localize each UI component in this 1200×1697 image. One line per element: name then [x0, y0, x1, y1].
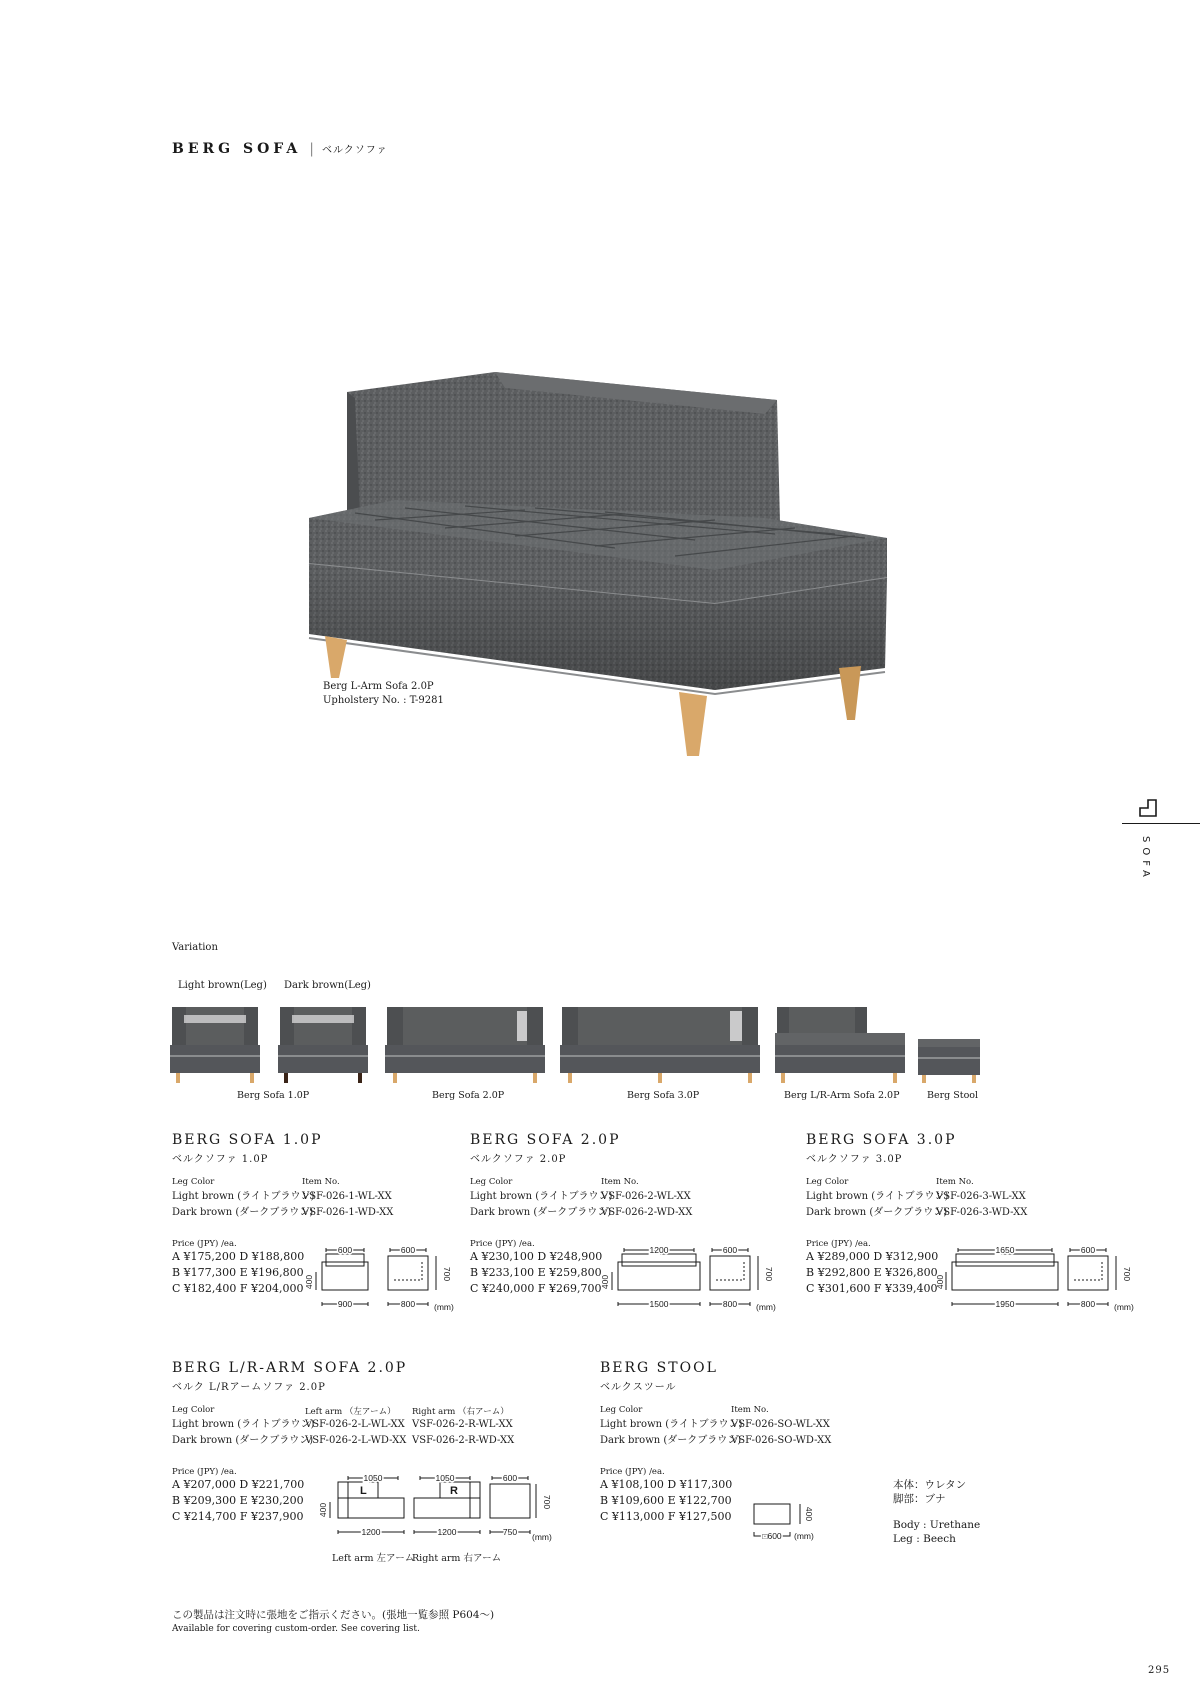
- title-en: BERG SOFA: [172, 141, 302, 157]
- footer-note-jp: この製品は注文時に張地をご指示ください。(張地一覧参照 P604〜): [172, 1609, 495, 1621]
- dim-front-bottom: 1500: [649, 1299, 669, 1309]
- product-title: BERG STOOL: [600, 1360, 718, 1376]
- dim-unit: (mm): [756, 1302, 776, 1312]
- hero-caption-model: Berg L-Arm Sofa 2.0P: [323, 681, 434, 692]
- title-separator: |: [309, 141, 314, 157]
- product-subtitle: ベルクスツール: [600, 1382, 677, 1393]
- row-dark-color: Dark brown (ダークブラウン): [600, 1435, 742, 1446]
- dim-height-left: 400: [304, 1274, 314, 1290]
- dim-height-left: 400: [600, 1274, 610, 1290]
- price-heading: Price (JPY) /ea.: [600, 1467, 665, 1477]
- price-heading: Price (JPY) /ea.: [172, 1239, 237, 1249]
- dim-side-bottom: 800: [722, 1299, 738, 1309]
- product-title: BERG SOFA 1.0P: [172, 1132, 323, 1148]
- item-no-heading: Item No.: [936, 1177, 974, 1187]
- row-dark-right: VSF-026-2-R-WD-XX: [412, 1435, 515, 1446]
- dim-side-top: 600: [1080, 1245, 1096, 1255]
- thumb-label-lr: Berg L/R-Arm Sofa 2.0P: [784, 1090, 900, 1101]
- row-light-color: Light brown (ライトブラウン): [470, 1191, 613, 1202]
- hero-caption-upholstery: Upholstery No. : T-9281: [323, 695, 444, 706]
- price-line-2: B ¥209,300 E ¥230,200: [172, 1494, 304, 1507]
- leg-label-light: Light brown(Leg): [178, 980, 267, 991]
- dim-unit: (mm): [434, 1302, 454, 1312]
- row-dark-item: VSF-026-1-WD-XX: [302, 1207, 394, 1218]
- row-dark-left: VSF-026-2-L-WD-XX: [305, 1435, 407, 1446]
- price-line-3: C ¥240,000 F ¥269,700: [470, 1282, 602, 1295]
- product-subtitle: ベルクソファ 3.0P: [806, 1154, 903, 1165]
- leg-color-heading: Leg Color: [600, 1405, 643, 1415]
- dim-front-top: 1200: [649, 1245, 669, 1255]
- dimension-diagram-2p: [600, 1244, 784, 1316]
- dim-side-bottom: 750: [502, 1527, 518, 1537]
- row-dark-color: Dark brown (ダークブラウン): [172, 1435, 314, 1446]
- dim-unit: (mm): [1114, 1302, 1134, 1312]
- side-tab-rule: [1122, 823, 1200, 824]
- dim-unit: (mm): [794, 1531, 814, 1541]
- dim-left-top: 1050: [363, 1473, 383, 1483]
- row-light-item: VSF-026-2-WL-XX: [601, 1191, 691, 1202]
- right-arm-marker: R: [450, 1485, 458, 1497]
- price-line-2: B ¥233,100 E ¥259,800: [470, 1266, 602, 1279]
- dimension-diagram-lr-arm: [318, 1472, 558, 1544]
- price-line-1: A ¥207,000 D ¥221,700: [172, 1478, 305, 1491]
- dim-unit: (mm): [532, 1532, 552, 1542]
- row-dark-color: Dark brown (ダークブラウン): [172, 1207, 314, 1218]
- product-title: BERG SOFA 3.0P: [806, 1132, 957, 1148]
- thumb-sofa-2p: [385, 1007, 545, 1083]
- material-leg-jp: 脚部：ブナ: [893, 1493, 946, 1505]
- material-leg-en: Leg : Beech: [893, 1533, 956, 1545]
- price-line-3: C ¥301,600 F ¥339,400: [806, 1282, 938, 1295]
- dim-front-bottom: 1950: [995, 1299, 1015, 1309]
- leg-label-dark: Dark brown(Leg): [284, 980, 371, 991]
- page-number: 295: [1148, 1665, 1171, 1676]
- page-title: [172, 141, 388, 157]
- variation-thumbnails: [170, 1005, 990, 1085]
- price-line-2: B ¥109,600 E ¥122,700: [600, 1494, 732, 1507]
- dim-height-right: 700: [1122, 1266, 1132, 1282]
- row-dark-item: VSF-026-2-WD-XX: [601, 1207, 693, 1218]
- price-heading: Price (JPY) /ea.: [172, 1467, 237, 1477]
- materials-block: [893, 1478, 980, 1546]
- thumb-sofa-1p-light: [170, 1007, 260, 1083]
- footer-note-en: Available for covering custom-order. See covering list.: [172, 1624, 420, 1634]
- price-line-2: B ¥292,800 E ¥326,800: [806, 1266, 938, 1279]
- left-arm-marker: L: [360, 1485, 367, 1497]
- row-light-left: VSF-026-2-L-WL-XX: [305, 1419, 405, 1430]
- item-no-heading: Item No.: [731, 1405, 769, 1415]
- leg-color-heading: Leg Color: [172, 1405, 215, 1415]
- price-line-2: B ¥177,300 E ¥196,800: [172, 1266, 304, 1279]
- thumb-stool: [918, 1039, 980, 1083]
- thumb-sofa-lr-arm: [775, 1007, 905, 1083]
- thumb-label-1p: Berg Sofa 1.0P: [237, 1090, 310, 1101]
- price-line-1: A ¥175,200 D ¥188,800: [172, 1250, 305, 1263]
- price-heading: Price (JPY) /ea.: [470, 1239, 535, 1249]
- price-line-1: A ¥108,100 D ¥117,300: [600, 1478, 733, 1491]
- dim-right-bottom: 1200: [437, 1527, 457, 1537]
- dim-front-top: 1650: [995, 1245, 1015, 1255]
- row-light-right: VSF-026-2-R-WL-XX: [412, 1419, 513, 1430]
- leg-color-heading: Leg Color: [172, 1177, 215, 1187]
- row-dark-item: VSF-026-3-WD-XX: [936, 1207, 1028, 1218]
- dim-height-right: 700: [542, 1494, 552, 1510]
- dim-square: □600: [762, 1531, 782, 1541]
- row-light-color: Light brown (ライトブラウン): [600, 1419, 743, 1430]
- row-light-color: Light brown (ライトブラウン): [172, 1191, 315, 1202]
- dim-height-right: 700: [442, 1266, 452, 1282]
- dim-front-top: 600: [337, 1245, 353, 1255]
- price-line-3: C ¥182,400 F ¥204,000: [172, 1282, 304, 1295]
- arm-caption-left: Left arm 左アーム: [332, 1553, 415, 1564]
- dim-side-top: 600: [502, 1473, 518, 1483]
- thumb-label-stool: Berg Stool: [927, 1090, 979, 1101]
- row-dark-item: VSF-026-SO-WD-XX: [731, 1435, 832, 1446]
- row-light-item: VSF-026-3-WL-XX: [936, 1191, 1026, 1202]
- dimension-diagram-1p: [306, 1244, 456, 1316]
- thumb-label-3p: Berg Sofa 3.0P: [627, 1090, 700, 1101]
- hero-caption: [323, 680, 444, 708]
- dim-front-bottom: 900: [337, 1299, 353, 1309]
- price-line-1: A ¥289,000 D ¥312,900: [806, 1250, 939, 1263]
- title-jp: ベルクソファ: [321, 145, 388, 156]
- material-body-en: Body : Urethane: [893, 1519, 981, 1531]
- product-subtitle: ベルクソファ 1.0P: [172, 1154, 269, 1165]
- dimension-diagram-3p: [935, 1244, 1140, 1316]
- dim-side-top: 600: [400, 1245, 416, 1255]
- arm-caption-right: Right arm 右アーム: [412, 1553, 502, 1564]
- product-subtitle: ベルクソファ 2.0P: [470, 1154, 567, 1165]
- row-dark-color: Dark brown (ダークブラウン): [806, 1207, 948, 1218]
- row-dark-color: Dark brown (ダークブラウン): [470, 1207, 612, 1218]
- dim-side-top: 600: [722, 1245, 738, 1255]
- dim-height-left: 400: [935, 1274, 945, 1290]
- price-heading: Price (JPY) /ea.: [806, 1239, 871, 1249]
- price-line-3: C ¥113,000 F ¥127,500: [600, 1510, 732, 1523]
- right-arm-heading: Right arm （右アーム）: [412, 1407, 509, 1417]
- thumb-sofa-1p-dark: [278, 1007, 368, 1083]
- dim-height-right: 700: [764, 1266, 774, 1282]
- dim-side-bottom: 800: [1080, 1299, 1096, 1309]
- thumb-sofa-3p: [560, 1007, 760, 1083]
- row-light-color: Light brown (ライトブラウン): [172, 1419, 315, 1430]
- thumb-label-2p: Berg Sofa 2.0P: [432, 1090, 505, 1101]
- dim-right-top: 1050: [435, 1473, 455, 1483]
- material-body-jp: 本体：ウレタン: [893, 1479, 967, 1491]
- sofa-corner-icon: [1138, 798, 1158, 818]
- dimension-diagram-stool: [748, 1496, 828, 1544]
- leg-color-heading: Leg Color: [470, 1177, 513, 1187]
- dim-height-left: 400: [318, 1502, 328, 1518]
- row-light-color: Light brown (ライトブラウン): [806, 1191, 949, 1202]
- leg-color-heading: Leg Color: [806, 1177, 849, 1187]
- product-title: BERG SOFA 2.0P: [470, 1132, 621, 1148]
- left-arm-heading: Left arm （左アーム）: [305, 1407, 396, 1417]
- dim-height: 400: [804, 1506, 814, 1522]
- row-light-item: VSF-026-SO-WL-XX: [731, 1419, 830, 1430]
- product-title: BERG L/R-ARM SOFA 2.0P: [172, 1360, 408, 1376]
- price-line-3: C ¥214,700 F ¥237,900: [172, 1510, 304, 1523]
- product-subtitle: ベルク L/Rアームソファ 2.0P: [172, 1382, 326, 1393]
- price-line-1: A ¥230,100 D ¥248,900: [470, 1250, 603, 1263]
- dim-left-bottom: 1200: [361, 1527, 381, 1537]
- row-light-item: VSF-026-1-WL-XX: [302, 1191, 392, 1202]
- dim-side-bottom: 800: [400, 1299, 416, 1309]
- item-no-heading: Item No.: [601, 1177, 639, 1187]
- side-tab-label: SOFA: [1140, 836, 1151, 882]
- item-no-heading: Item No.: [302, 1177, 340, 1187]
- variation-label: Variation: [172, 942, 218, 953]
